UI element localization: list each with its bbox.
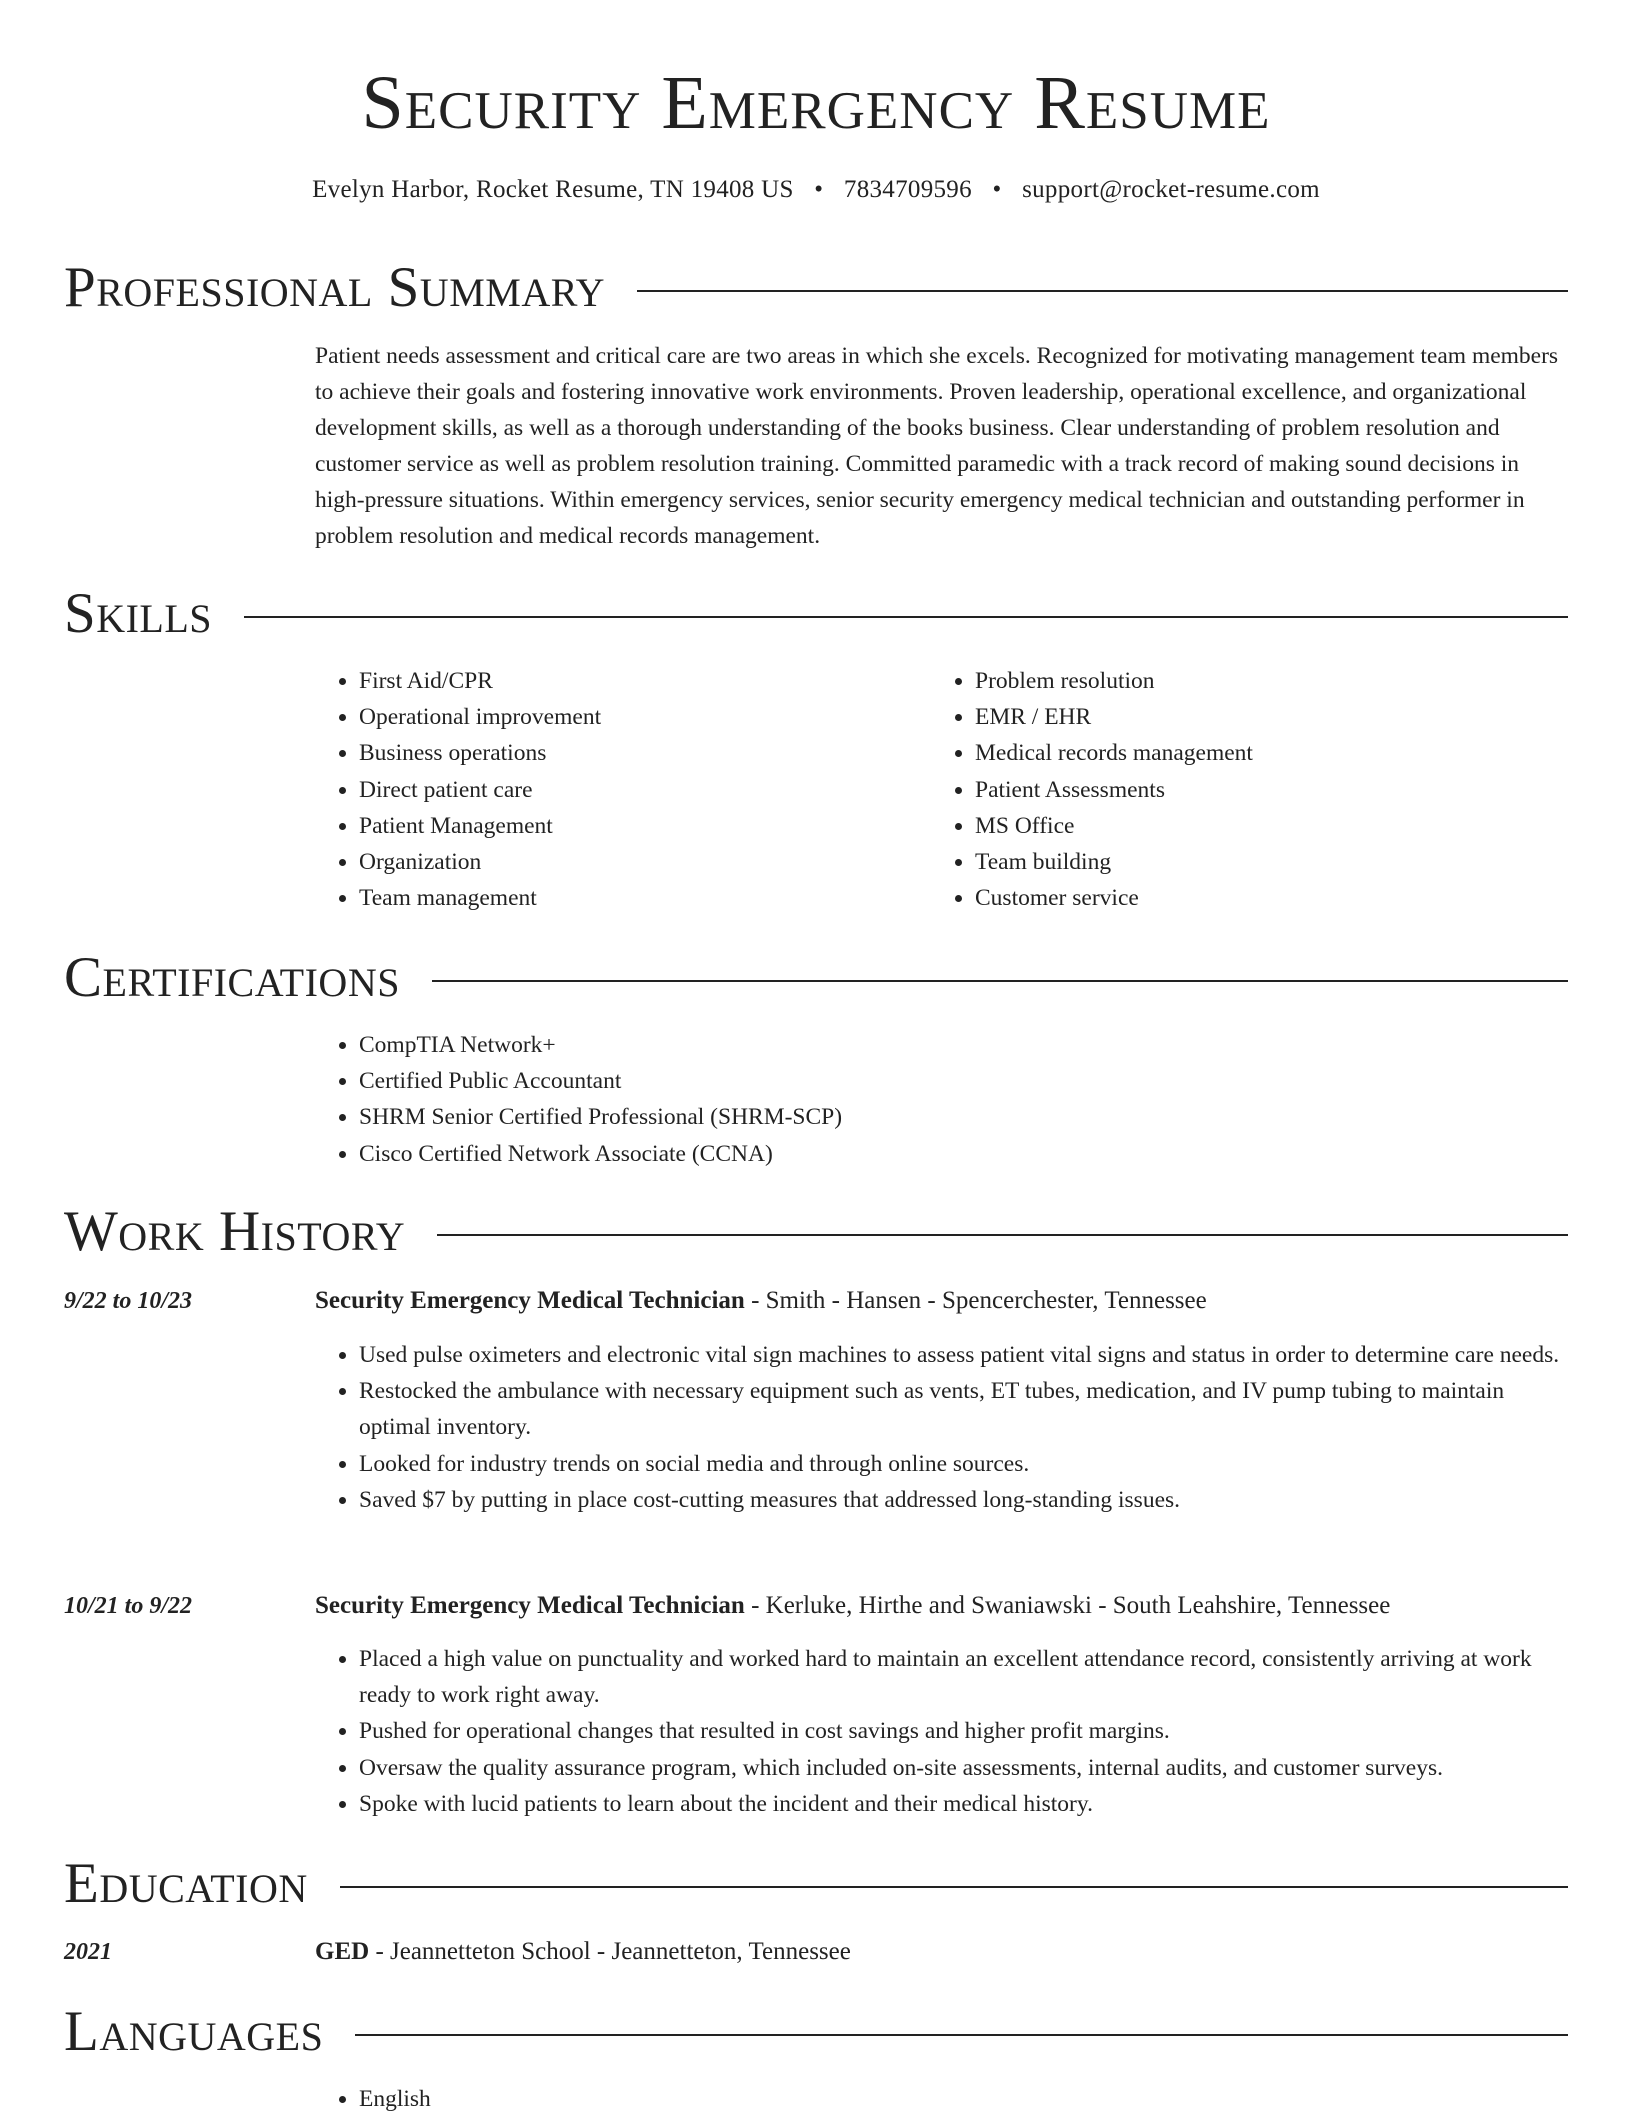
- skill-items: [931, 663, 1547, 916]
- education-entry: [315, 1934, 1568, 1970]
- contact-address: Evelyn Harbor, Rocket Resume, TN 19408 US: [312, 176, 794, 203]
- job-bullet-item: • Restocked the ambulance with necessary equipment such as vents, ET tubes, medication, and IV pump tubing to maintain optimal inventory.: [359, 1373, 1568, 1445]
- skills-column-left: [315, 663, 931, 916]
- section-title-education: Education: [64, 1852, 308, 1915]
- skill-item: • First Aid/CPR: [359, 663, 931, 699]
- certifications-section-header: [64, 946, 1568, 1010]
- job-heading: [315, 1588, 1568, 1624]
- skill-item: • Customer service: [975, 880, 1547, 916]
- job-bullet-item: • Saved $7 by putting in place cost-cutting measures that addressed long-standing issues.: [359, 1482, 1568, 1518]
- certification-item: • SHRM Senior Certified Professional (SHRM-SCP): [359, 1099, 1568, 1135]
- certification-item: • Cisco Certified Network Associate (CCNA): [359, 1136, 1568, 1172]
- skill-item: • Problem resolution: [975, 663, 1547, 699]
- certifications-list: [315, 1027, 1568, 1172]
- section-title-work-history: Work History: [64, 1200, 406, 1263]
- section-title-certifications: Certifications: [64, 946, 400, 1009]
- skill-item: • Patient Management: [359, 808, 931, 844]
- certification-items: [315, 1027, 1568, 1172]
- skill-item: • Direct patient care: [359, 772, 931, 808]
- skills-column-right: [931, 663, 1547, 916]
- job-bullet-item: • Looked for industry trends on social media and through online sources.: [359, 1446, 1568, 1482]
- education-degree: GED: [315, 1938, 370, 1965]
- certification-item: • CompTIA Network+: [359, 1027, 1568, 1063]
- skill-item: • Medical records management: [975, 735, 1547, 771]
- skill-item: • Organization: [359, 844, 931, 880]
- job-dates: 9/22 to 10/23: [64, 1288, 193, 1314]
- summary-section-header: [64, 256, 1568, 320]
- contact-email: support@rocket-resume.com: [1022, 176, 1320, 203]
- skill-item: • Team management: [359, 880, 931, 916]
- job-bullet-item: • Placed a high value on punctuality and worked hard to maintain an excellent attendance record, consistently arriving at work ready to work right away.: [359, 1641, 1568, 1713]
- job-bullet-items: [315, 1641, 1568, 1822]
- job-dates: 10/21 to 9/22: [64, 1593, 193, 1619]
- resume-title: Security Emergency Resume: [361, 61, 1271, 145]
- job-responsibilities: [315, 1337, 1568, 1518]
- skill-item: • Patient Assessments: [975, 772, 1547, 808]
- contact-line: [0, 172, 1632, 208]
- language-item: • English: [359, 2081, 1568, 2117]
- contact-separator: •: [992, 176, 1002, 203]
- job-title: Security Emergency Medical Technician: [315, 1592, 745, 1619]
- skill-item: • Team building: [975, 844, 1547, 880]
- section-divider: [244, 616, 1568, 618]
- education-section-header: [64, 1852, 1568, 1916]
- certification-item: • Certified Public Accountant: [359, 1063, 1568, 1099]
- contact-phone: 7834709596: [843, 176, 972, 203]
- section-divider: [437, 1234, 1568, 1236]
- section-divider: [355, 2034, 1568, 2036]
- skill-item: • EMR / EHR: [975, 699, 1547, 735]
- work-section-header: [64, 1200, 1568, 1264]
- job-bullet-items: [315, 1337, 1568, 1518]
- job-bullet-item: • Oversaw the quality assurance program, which included on-site assessments, internal audits, and customer surveys.: [359, 1750, 1568, 1786]
- skill-item: • Operational improvement: [359, 699, 931, 735]
- skill-item: • Business operations: [359, 735, 931, 771]
- skills-section-header: [64, 582, 1568, 646]
- skill-items: [315, 663, 931, 916]
- job-bullet-item: • Pushed for operational changes that resulted in cost savings and higher profit margins.: [359, 1713, 1568, 1749]
- job-responsibilities: [315, 1641, 1568, 1822]
- job-heading: [315, 1283, 1568, 1319]
- education-year: 2021: [64, 1939, 112, 1965]
- skill-item: • MS Office: [975, 808, 1547, 844]
- job-bullet-item: • Used pulse oximeters and electronic vital sign machines to assess patient vital signs and status in order to determine care needs.: [359, 1337, 1568, 1373]
- job-bullet-item: • Spoke with lucid patients to learn about the incident and their medical history.: [359, 1786, 1568, 1822]
- section-divider: [637, 290, 1568, 292]
- section-title-summary: Professional Summary: [64, 256, 606, 319]
- section-title-skills: Skills: [64, 582, 213, 645]
- job-title: Security Emergency Medical Technician: [315, 1287, 745, 1314]
- summary-text: Patient needs assessment and critical care are two areas in which she excels. Recognized for motivating management team members to achieve their goals and fostering innovative work environments. Proven leadership, operational excellence, and organizational development skills, as well as a thorough understanding of the books business. Clear understanding of problem resolution and customer service as well as problem resolution training. Committed paramedic with a track record of making sound decisions in high-pressure situations. Within emergency services, senior security emergency medical technician and outstanding performer in problem resolution and medical records management.: [315, 343, 1559, 549]
- section-divider: [340, 1886, 1568, 1888]
- languages-section-header: [64, 2000, 1568, 2064]
- section-divider: [432, 980, 1568, 982]
- section-title-languages: Languages: [64, 2000, 324, 2063]
- contact-separator: •: [814, 176, 824, 203]
- skills-list: [315, 663, 1568, 916]
- education-school: - Jeannetteton School - Jeannetteton, Tennessee: [369, 1938, 851, 1965]
- job-employer: - Kerluke, Hirthe and Swaniawski - South Leahshire, Tennessee: [744, 1592, 1391, 1619]
- job-employer: - Smith - Hansen - Spencerchester, Tennessee: [744, 1287, 1207, 1314]
